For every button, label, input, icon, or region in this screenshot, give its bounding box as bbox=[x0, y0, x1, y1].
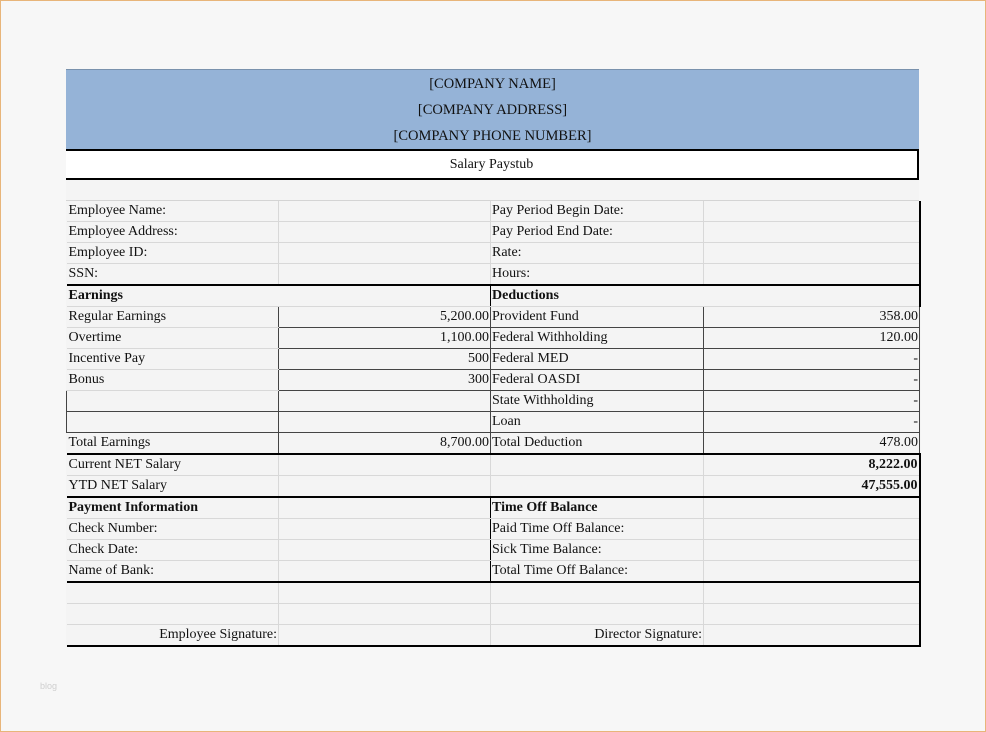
earning-value[interactable]: 5,200.00 bbox=[279, 307, 491, 328]
line-item-row bbox=[67, 370, 920, 391]
pay-period-end-label: Pay Period End Date: bbox=[491, 222, 704, 243]
total-earnings-value: 8,700.00 bbox=[279, 433, 491, 455]
deduction-label: Provident Fund bbox=[491, 307, 704, 328]
bank-name-label: Name of Bank: bbox=[67, 561, 279, 583]
earning-value[interactable]: 300 bbox=[279, 370, 491, 391]
check-date-label: Check Date: bbox=[67, 540, 279, 561]
paystub-sheet bbox=[66, 69, 919, 647]
document-title: Salary Paystub bbox=[66, 149, 919, 180]
deduction-value[interactable]: - bbox=[704, 370, 920, 391]
totals-row bbox=[67, 433, 920, 455]
total-earnings-label: Total Earnings bbox=[67, 433, 279, 455]
employee-address-label: Employee Address: bbox=[67, 222, 279, 243]
employee-address-value[interactable] bbox=[279, 222, 491, 243]
earning-value[interactable] bbox=[279, 391, 491, 412]
earning-label bbox=[67, 412, 279, 433]
paystub-table bbox=[66, 201, 921, 647]
hours-label: Hours: bbox=[491, 264, 704, 286]
employee-name-label: Employee Name: bbox=[67, 201, 279, 222]
paid-time-off-label: Paid Time Off Balance: bbox=[491, 519, 704, 540]
line-item-row bbox=[67, 349, 920, 370]
deduction-value[interactable]: - bbox=[704, 412, 920, 433]
director-signature-field[interactable] bbox=[704, 625, 920, 647]
employee-row-id bbox=[67, 243, 920, 264]
check-date-value[interactable] bbox=[279, 540, 491, 561]
current-net-row bbox=[67, 454, 920, 476]
check-number-label: Check Number: bbox=[67, 519, 279, 540]
ytd-net-label: YTD NET Salary bbox=[67, 476, 279, 498]
employee-row-name bbox=[67, 201, 920, 222]
total-time-off-label: Total Time Off Balance: bbox=[491, 561, 704, 583]
payment-info-heading: Payment Information bbox=[67, 497, 279, 519]
earning-value[interactable] bbox=[279, 412, 491, 433]
deduction-label: Federal MED bbox=[491, 349, 704, 370]
info-headings-row bbox=[67, 497, 920, 519]
paid-time-off-value[interactable] bbox=[704, 519, 920, 540]
info-row-1 bbox=[67, 519, 920, 540]
line-item-row bbox=[67, 328, 920, 349]
pay-period-begin-label: Pay Period Begin Date: bbox=[491, 201, 704, 222]
earning-value[interactable]: 1,100.00 bbox=[279, 328, 491, 349]
net-spacer bbox=[279, 476, 491, 498]
ytd-net-value: 47,555.00 bbox=[704, 476, 920, 498]
net-spacer bbox=[491, 454, 704, 476]
pay-period-end-value[interactable] bbox=[704, 222, 920, 243]
employee-row-address bbox=[67, 222, 920, 243]
employee-name-value[interactable] bbox=[279, 201, 491, 222]
deduction-label: State Withholding bbox=[491, 391, 704, 412]
deduction-label: Federal Withholding bbox=[491, 328, 704, 349]
deduction-value[interactable]: 120.00 bbox=[704, 328, 920, 349]
company-header bbox=[66, 69, 919, 149]
heading-spacer bbox=[279, 497, 491, 519]
earning-label: Bonus bbox=[67, 370, 279, 391]
director-signature-label: Director Signature: bbox=[491, 625, 704, 647]
section-headings-row bbox=[67, 285, 920, 307]
employee-signature-label: Employee Signature: bbox=[67, 625, 279, 647]
blank-row bbox=[67, 604, 920, 625]
line-item-row bbox=[67, 307, 920, 328]
ssn-value[interactable] bbox=[279, 264, 491, 286]
total-deduction-value: 478.00 bbox=[704, 433, 920, 455]
earning-label bbox=[67, 391, 279, 412]
total-deduction-label: Total Deduction bbox=[491, 433, 704, 455]
earnings-heading: Earnings bbox=[67, 285, 491, 307]
sick-time-label: Sick Time Balance: bbox=[491, 540, 704, 561]
earning-label: Incentive Pay bbox=[67, 349, 279, 370]
line-item-row bbox=[67, 391, 920, 412]
check-number-value[interactable] bbox=[279, 519, 491, 540]
net-spacer bbox=[279, 454, 491, 476]
employee-id-label: Employee ID: bbox=[67, 243, 279, 264]
current-net-label: Current NET Salary bbox=[67, 454, 279, 476]
employee-id-value[interactable] bbox=[279, 243, 491, 264]
deduction-value[interactable]: 358.00 bbox=[704, 307, 920, 328]
total-time-off-value[interactable] bbox=[704, 561, 920, 583]
signature-row bbox=[67, 625, 920, 647]
watermark-text: blog bbox=[40, 681, 58, 691]
company-name: [COMPANY NAME] bbox=[429, 76, 556, 92]
deduction-value[interactable]: - bbox=[704, 349, 920, 370]
net-spacer bbox=[491, 476, 704, 498]
earning-label: Overtime bbox=[67, 328, 279, 349]
employee-row-ssn bbox=[67, 264, 920, 286]
hours-value[interactable] bbox=[704, 264, 920, 286]
earning-value[interactable]: 500 bbox=[279, 349, 491, 370]
spacer-row bbox=[66, 180, 919, 201]
bank-name-value[interactable] bbox=[279, 561, 491, 583]
deduction-label: Federal OASDI bbox=[491, 370, 704, 391]
rate-label: Rate: bbox=[491, 243, 704, 264]
deductions-heading: Deductions bbox=[491, 285, 920, 307]
company-phone: [COMPANY PHONE NUMBER] bbox=[393, 128, 592, 144]
deduction-value[interactable]: - bbox=[704, 391, 920, 412]
deduction-label: Loan bbox=[491, 412, 704, 433]
earning-label: Regular Earnings bbox=[67, 307, 279, 328]
current-net-value: 8,222.00 bbox=[704, 454, 920, 476]
pay-period-begin-value[interactable] bbox=[704, 201, 920, 222]
employee-signature-field[interactable] bbox=[279, 625, 491, 647]
info-row-3 bbox=[67, 561, 920, 583]
sick-time-value[interactable] bbox=[704, 540, 920, 561]
ssn-label: SSN: bbox=[67, 264, 279, 286]
company-address: [COMPANY ADDRESS] bbox=[417, 102, 568, 118]
ytd-net-row bbox=[67, 476, 920, 498]
time-off-heading: Time Off Balance bbox=[491, 497, 704, 519]
line-item-row bbox=[67, 412, 920, 433]
info-row-2 bbox=[67, 540, 920, 561]
rate-value[interactable] bbox=[704, 243, 920, 264]
heading-spacer bbox=[704, 497, 920, 519]
blank-row bbox=[67, 582, 920, 604]
